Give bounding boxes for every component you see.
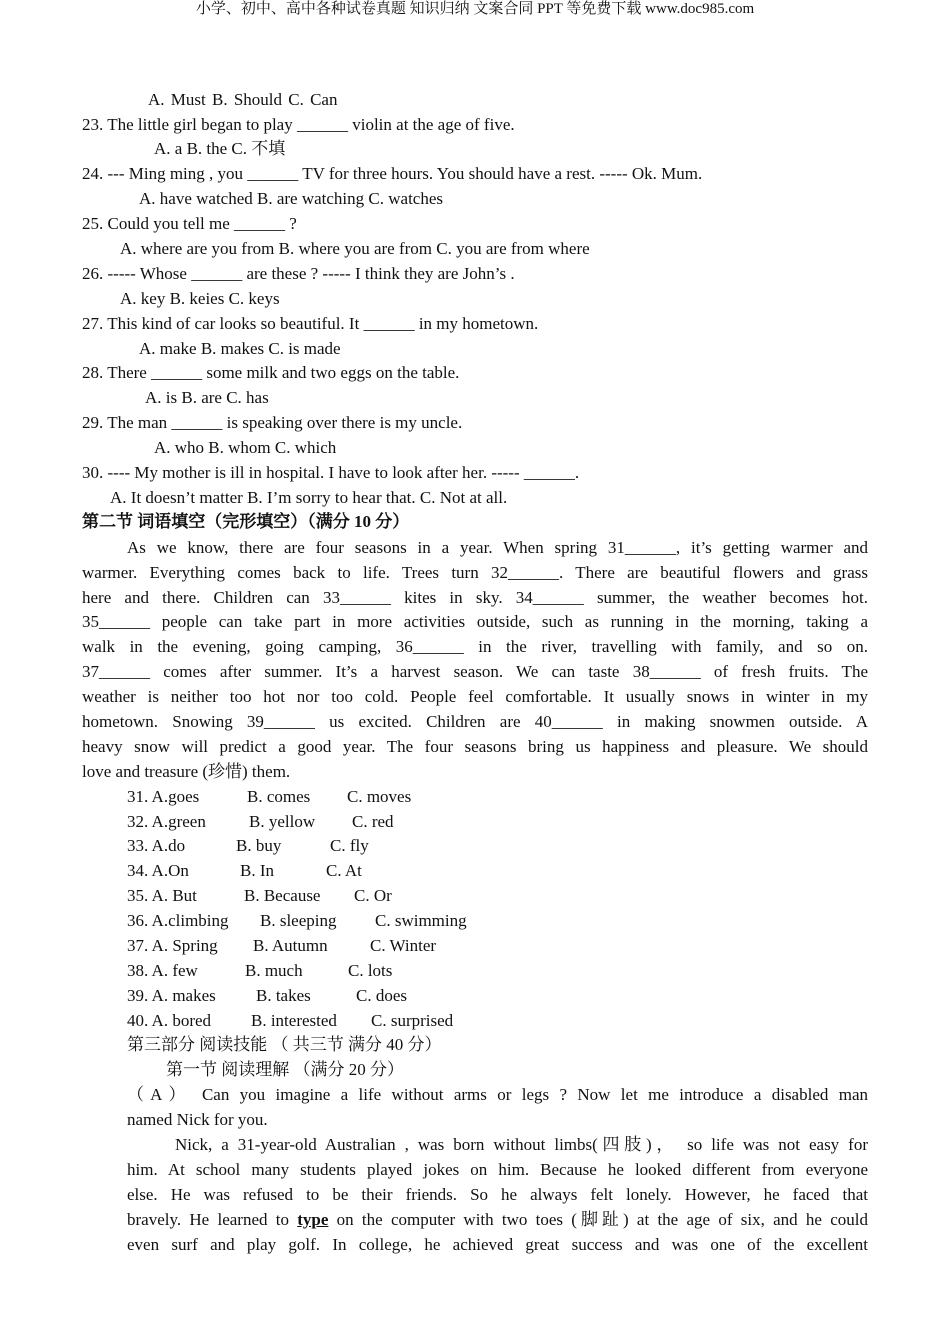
passage-line: walk in the evening, going camping, 36______ in the river, travelling with family, and so on. xyxy=(82,637,868,656)
reading-a-body-line: even surf and play golf. In college, he achieved great success and was one of the excellent xyxy=(127,1235,868,1254)
reading-a-body-line: him. At school many students played jokes on him. Because he looked different from everyone xyxy=(127,1160,868,1179)
q24-options: A. have watched B. are watching C. watches xyxy=(139,189,443,208)
cloze-option-row: 31. A.goes B. comes C. moves xyxy=(127,787,412,806)
q23-options: A. a B. the C. 不填 xyxy=(154,139,286,158)
q27-options: A. make B. makes C. is made xyxy=(139,339,341,358)
cloze-option-row: 39. A. makes B. takes C. does xyxy=(127,986,407,1005)
cloze-option-row: 33. A.do B. buy C. fly xyxy=(127,836,369,855)
cloze-option-row: 38. A. few B. much C. lots xyxy=(127,961,393,980)
part3-subtitle: 第一节 阅读理解 （满分 20 分） xyxy=(166,1060,404,1079)
reading-a-body-line: Nick, a 31-year-old Australian , was born without limbs(四肢)， so life was not easy for xyxy=(175,1135,868,1154)
q23-question: 23. The little girl began to play ______ violin at the age of five. xyxy=(82,115,515,134)
reading-a-intro-line: （A） Can you imagine a life without arms or legs ? Now let me introduce a disabled man xyxy=(127,1085,868,1104)
cloze-option-row: 34. A.On B. In C. At xyxy=(127,861,362,880)
part3-title: 第三部分 阅读技能 （ 共三节 满分 40 分） xyxy=(127,1035,442,1054)
q25-options: A. where are you from B. where you are from C. you are from where xyxy=(120,239,590,258)
q29-options: A. who B. whom C. which xyxy=(154,438,337,457)
q28-options: A. is B. are C. has xyxy=(145,388,269,407)
cloze-option-row: 37. A. Spring B. Autumn C. Winter xyxy=(127,936,437,955)
q30-question: 30. ---- My mother is ill in hospital. I have to look after her. ----- ______. xyxy=(82,463,580,482)
passage-line: weather is neither too hot nor too cold. People feel comfortable. It usually snows in winter in my xyxy=(82,687,868,706)
cloze-option-row: 40. A. bored B. interested C. surprised xyxy=(127,1011,454,1030)
q28-question: 28. There ______ some milk and two eggs on the table. xyxy=(82,363,460,382)
page-header: 小学、初中、高中各种试卷真题 知识归纳 文案合同 PPT 等免费下载 www.doc985.com xyxy=(195,1,755,17)
reading-a-body-line: bravely. He learned to type on the computer with two toes (脚趾) at the age of six, and he could xyxy=(127,1210,868,1229)
underlined-word-type: type xyxy=(297,1210,329,1229)
q30-options: A. It doesn’t matter B. I’m sorry to hear that. C. Not at all. xyxy=(110,488,508,507)
reading-a-intro-line: named Nick for you. xyxy=(127,1110,268,1129)
passage-line: 37______ comes after summer. It’s a harvest season. We can taste 38______ of fresh fruits. The xyxy=(82,662,868,681)
passage-line: 35______ people can take part in more activities outside, such as running in the morning, taking a xyxy=(82,612,868,631)
section2-title: 第二节 词语填空（完形填空）（满分 10 分） xyxy=(82,512,410,531)
q25-question: 25. Could you tell me ______ ? xyxy=(82,214,297,233)
cloze-option-row: 32. A.green B. yellow C. red xyxy=(127,812,394,831)
q22-options: A. Must B. Should C. Can xyxy=(148,90,338,109)
reading-a-body-line: else. He was refused to be their friends. So he always felt lonely. However, he faced that xyxy=(127,1185,868,1204)
passage-line: warmer. Everything comes back to life. Trees turn 32______. There are beautiful flowers and grass xyxy=(82,563,868,582)
passage-line: heavy snow will predict a good year. The four seasons bring us happiness and pleasure. We should xyxy=(82,737,868,756)
q29-question: 29. The man ______ is speaking over there is my uncle. xyxy=(82,413,463,432)
q26-options: A. key B. keies C. keys xyxy=(120,289,280,308)
q27-question: 27. This kind of car looks so beautiful. It ______ in my hometown. xyxy=(82,314,539,333)
passage-line: As we know, there are four seasons in a year. When spring 31______, it’s getting warmer and xyxy=(127,538,868,557)
passage-line: here and there. Children can 33______ kites in sky. 34______ summer, the weather becomes hot. xyxy=(82,588,868,607)
cloze-option-row: 36. A.climbing B. sleeping C. swimming xyxy=(127,911,467,930)
q24-question: 24. --- Ming ming , you ______ TV for three hours. You should have a rest. ----- Ok. Mum. xyxy=(82,164,703,183)
cloze-option-row: 35. A. But B. Because C. Or xyxy=(127,886,392,905)
q26-question: 26. ----- Whose ______ are these ? ----- I think they are John’s . xyxy=(82,264,515,283)
passage-line: love and treasure (珍惜) them. xyxy=(82,762,291,781)
passage-line: hometown. Snowing 39______ us excited. Children are 40______ in making snowmen outside. A xyxy=(82,712,868,731)
